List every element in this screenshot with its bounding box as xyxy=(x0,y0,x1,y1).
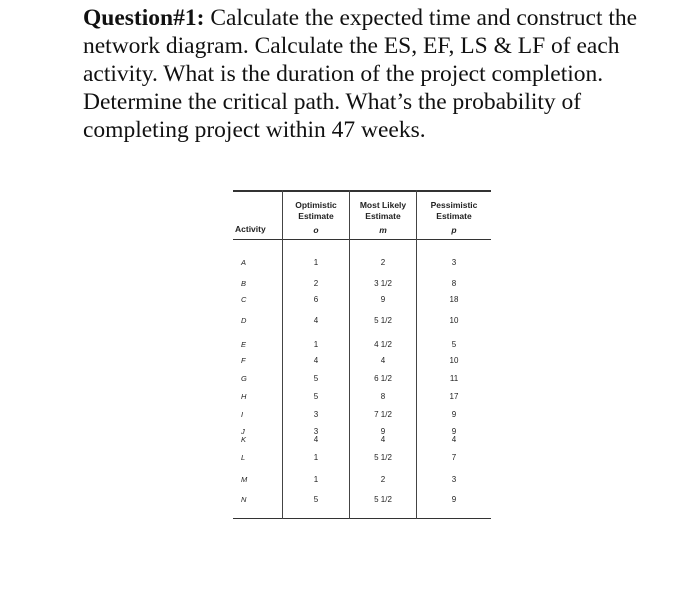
table-row xyxy=(233,372,491,386)
table-row xyxy=(233,256,491,270)
header-most-likely-line2: Estimate xyxy=(365,211,401,221)
header-most-likely-symbol: m xyxy=(379,225,387,235)
table-row xyxy=(233,293,491,307)
cell-most-likely: 9 xyxy=(380,295,386,304)
cell-activity: B xyxy=(241,279,247,288)
cell-most-likely: 2 xyxy=(380,258,386,267)
question-text xyxy=(83,4,683,144)
cell-pessimistic: 10 xyxy=(449,316,459,325)
cell-activity: A xyxy=(241,258,247,267)
table-row xyxy=(233,354,491,368)
table-row xyxy=(233,338,491,352)
cell-optimistic: 6 xyxy=(313,295,319,304)
header-activity: Activity xyxy=(235,224,266,234)
table-row xyxy=(233,408,491,422)
cell-activity: N xyxy=(241,495,247,504)
header-most-likely-line1: Most Likely xyxy=(359,200,407,210)
cell-pessimistic: 9 xyxy=(451,427,457,436)
header-optimistic-line1: Optimistic xyxy=(295,200,337,210)
cell-most-likely: 5 1/2 xyxy=(374,316,392,325)
cell-most-likely: 3 1/2 xyxy=(374,279,392,288)
table-bottom-rule xyxy=(233,518,491,520)
cell-most-likely: 2 xyxy=(380,475,386,484)
cell-activity: G xyxy=(241,374,247,383)
cell-optimistic: 3 xyxy=(313,427,319,436)
cell-most-likely: 4 xyxy=(380,356,386,365)
cell-optimistic: 2 xyxy=(313,279,319,288)
cell-activity: F xyxy=(241,356,246,365)
cell-activity: E xyxy=(241,340,247,349)
cell-pessimistic: 17 xyxy=(449,392,459,401)
cell-pessimistic: 7 xyxy=(451,453,457,462)
header-pessimistic-line2: Estimate xyxy=(436,211,472,221)
question-body: Calculate the expected time and construct the network diagram. Calculate the ES, EF, LS & LF of each activity. What is the duration of the project completion. Determine the critical path. What’s the probability of completing project within 47 weeks. xyxy=(83,5,638,143)
header-optimistic xyxy=(283,200,349,236)
cell-pessimistic: 8 xyxy=(451,279,457,288)
table-top-rule xyxy=(233,190,491,192)
table-header-rule xyxy=(233,239,491,240)
cell-pessimistic: 9 xyxy=(451,410,457,419)
cell-pessimistic: 10 xyxy=(449,356,459,365)
table-row xyxy=(233,277,491,291)
cell-optimistic: 3 xyxy=(313,410,319,419)
cell-activity: H xyxy=(241,392,247,401)
cell-activity: J xyxy=(241,427,245,436)
cell-activity: K xyxy=(241,435,247,444)
cell-optimistic: 1 xyxy=(313,340,319,349)
table-row xyxy=(233,433,491,447)
cell-optimistic: 5 xyxy=(313,392,319,401)
cell-most-likely: 7 1/2 xyxy=(374,410,392,419)
table-row xyxy=(233,493,491,507)
cell-most-likely: 5 1/2 xyxy=(374,453,392,462)
cell-pessimistic: 9 xyxy=(451,495,457,504)
table-row xyxy=(233,314,491,328)
cell-optimistic: 5 xyxy=(313,495,319,504)
cell-activity: L xyxy=(241,453,246,462)
cell-optimistic: 4 xyxy=(313,316,319,325)
cell-most-likely: 4 xyxy=(380,435,386,444)
header-optimistic-line2: Estimate xyxy=(298,211,334,221)
cell-activity: C xyxy=(241,295,247,304)
cell-pessimistic: 3 xyxy=(451,475,457,484)
cell-most-likely: 9 xyxy=(380,427,386,436)
cell-pessimistic: 4 xyxy=(451,435,457,444)
cell-activity: I xyxy=(241,410,244,419)
cell-activity: D xyxy=(241,316,247,325)
cell-optimistic: 4 xyxy=(313,435,319,444)
cell-optimistic: 1 xyxy=(313,475,319,484)
cell-pessimistic: 11 xyxy=(449,374,459,383)
cell-pessimistic: 18 xyxy=(449,295,459,304)
table-row xyxy=(233,390,491,404)
header-pessimistic-symbol: p xyxy=(451,225,457,235)
header-pessimistic xyxy=(417,200,491,236)
cell-optimistic: 1 xyxy=(313,258,319,267)
header-pessimistic-line1: Pessimistic xyxy=(430,200,478,210)
cell-optimistic: 4 xyxy=(313,356,319,365)
cell-most-likely: 6 1/2 xyxy=(374,374,392,383)
cell-most-likely: 4 1/2 xyxy=(374,340,392,349)
cell-most-likely: 8 xyxy=(380,392,386,401)
cell-most-likely: 5 1/2 xyxy=(374,495,392,504)
question-label: Question#1: xyxy=(83,5,205,31)
cell-optimistic: 5 xyxy=(313,374,319,383)
cell-pessimistic: 5 xyxy=(451,340,457,349)
header-optimistic-symbol: o xyxy=(313,225,319,235)
estimates-table xyxy=(233,190,491,519)
cell-pessimistic: 3 xyxy=(451,258,457,267)
cell-activity: M xyxy=(241,475,248,484)
table-row xyxy=(233,473,491,487)
table-row xyxy=(233,451,491,465)
header-most-likely xyxy=(350,200,416,236)
cell-optimistic: 1 xyxy=(313,453,319,462)
